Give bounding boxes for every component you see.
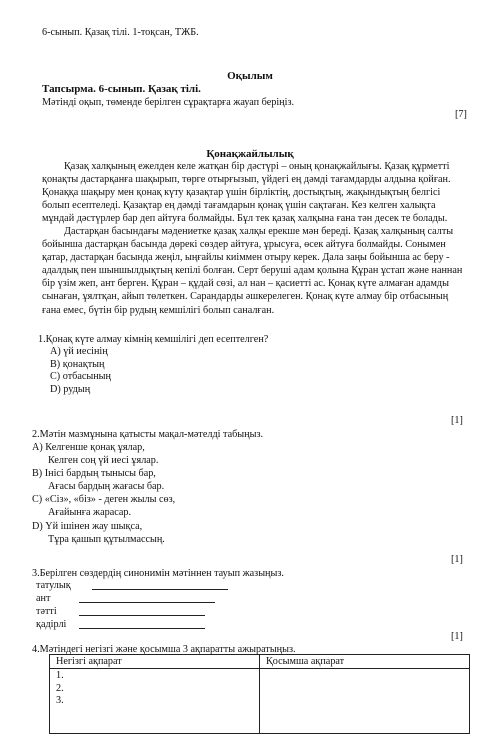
- word-1: татулық: [36, 580, 71, 591]
- option-c: C) отбасының: [50, 371, 111, 382]
- option-d-line-2: Тұра қашып құтылмассың.: [48, 533, 165, 545]
- option-c-line-2: Ағайынға жарасар.: [48, 507, 132, 519]
- list-number: 3.: [56, 695, 64, 706]
- text-line: қатар, дастарқан басында жеңіл, ыңғайлы киіммен отыру керек. Дала заңы бойынша ас беру -: [42, 252, 450, 264]
- text-line: Қазақ халқының ежелден келе жатқан бір дәстүрі – оның қонақжайлығы. Қазақ құрметті: [64, 161, 450, 172]
- answer-line-1[interactable]: [92, 589, 228, 590]
- table-row: [50, 669, 470, 734]
- text-line: сынаған, ұялтқан, айып төлеткен. Сарандарды әшкерелеген. Қонақ күте алмау бір отбасының: [42, 291, 449, 303]
- answer-table: [49, 654, 470, 734]
- question-3-points: [1]: [451, 631, 463, 642]
- answer-line-3[interactable]: [79, 615, 205, 616]
- extra-info-cell[interactable]: [260, 669, 470, 734]
- task-points: [7]: [455, 109, 467, 120]
- task-instruction: Мәтінді оқып, төменде берілген сұрақтарға жауап беріңіз.: [42, 97, 295, 108]
- task-title: Тапсырма. 6-сынып. Қазақ тілі.: [42, 83, 201, 95]
- question-1-points: [1]: [451, 415, 463, 426]
- word-4: қадірлі: [36, 619, 67, 630]
- text-line: қонақты дастарқанға шақырып, төрге отырғызып, үйдегі ең дәмді тағамдарды алдына қойған.: [42, 174, 451, 186]
- text-line: ғана емес, бүтін бір рудың кемшілігі болып саналған.: [42, 304, 275, 316]
- question-1: 1.Қонақ күте алмау кімнің кемшілігі деп есептелген?: [38, 334, 269, 345]
- question-2-options: [32, 441, 175, 546]
- question-2-points: [1]: [451, 554, 463, 565]
- question-4: 4.Мәтіндегі негізгі және қосымша 3 ақпаратты ажыратыңыз.: [32, 644, 296, 655]
- answer-line-4[interactable]: [79, 628, 205, 629]
- text-line: бойынша дастарқан басында дөрекі сөздер айтуға, ұрысуға, өсек айтуға болмайды. Сонымен: [42, 239, 446, 251]
- word-2: ант: [36, 593, 51, 604]
- text-line: мұндай дәстүрлер бар деп айтуға болмайды. Бұл тек қазақ халқына ғана тән десек те болады.: [42, 213, 448, 225]
- text-line: Қонаққа шақыру мен қонақ күту қазақтар үшін бірліктің, достықтың, жақындықтың белгісі: [42, 187, 441, 199]
- table-header-row: [50, 655, 470, 669]
- answer-line-2[interactable]: [79, 602, 215, 603]
- text-line: болып есептеледі. Қазақтар ең дәмді тағамдарын қонақ үшін сақтаған. Кез келген халықта: [42, 200, 436, 212]
- option-a: A) Келгенше қонақ ұялар,: [32, 442, 145, 453]
- option-c: C) «Сіз», «біз» - деген жылы сөз,: [32, 494, 176, 506]
- option-b-line-2: Ағасы бардың жағасы бар.: [48, 481, 165, 493]
- option-b: B) Інісі бардың тынысы бар,: [32, 468, 156, 480]
- word-3: тәтті: [36, 606, 57, 617]
- paragraph-2: [42, 225, 466, 317]
- list-number: 1.: [56, 670, 64, 681]
- option-b: B) қонақтың: [50, 358, 105, 370]
- main-info-cell[interactable]: [50, 669, 260, 734]
- option-a-line-2: Келген соң үй иесі ұялар.: [48, 455, 159, 467]
- paragraph-1: [42, 160, 466, 225]
- text-title: Қонақжайлылық: [206, 148, 294, 160]
- list-number: 2.: [56, 682, 64, 694]
- section-title: Оқылым: [227, 70, 273, 82]
- question-3: 3.Берілген сөздердің синонимін мәтіннен тауып жазыңыз.: [32, 568, 284, 579]
- column-main-info: Негізгі ақпарат: [50, 655, 260, 669]
- text-line: адалдық пен шыншылдықтың кепілі болған. Серт беруші адам қолына Құран ұстап және наннан: [42, 265, 463, 277]
- option-a: A) үй иесінің: [50, 346, 108, 357]
- question-3-words: [36, 579, 71, 631]
- text-line: Дастарқан басындағы мәдениетке қазақ халқы ерекше мән береді. Қазақ халқының салты: [64, 226, 454, 237]
- question-2: 2.Мәтін мазмұнына қатысты мақал-мәтелді табыңыз.: [32, 429, 264, 440]
- question-1-options: [50, 346, 111, 396]
- column-extra-info: Қосымша ақпарат: [260, 655, 470, 669]
- option-d: D) рудың: [50, 383, 91, 395]
- text-line: бір үзім жеп, ант берген. Құран – құдай сөзі, ал нан – қасиетті ас. Қонақ күте алмаған адамды: [42, 278, 449, 290]
- option-d: D) Үй ішінен жау шықса,: [32, 520, 143, 532]
- page-header: 6-сынып. Қазақ тілі. 1-тоқсан, ТЖБ.: [42, 27, 199, 38]
